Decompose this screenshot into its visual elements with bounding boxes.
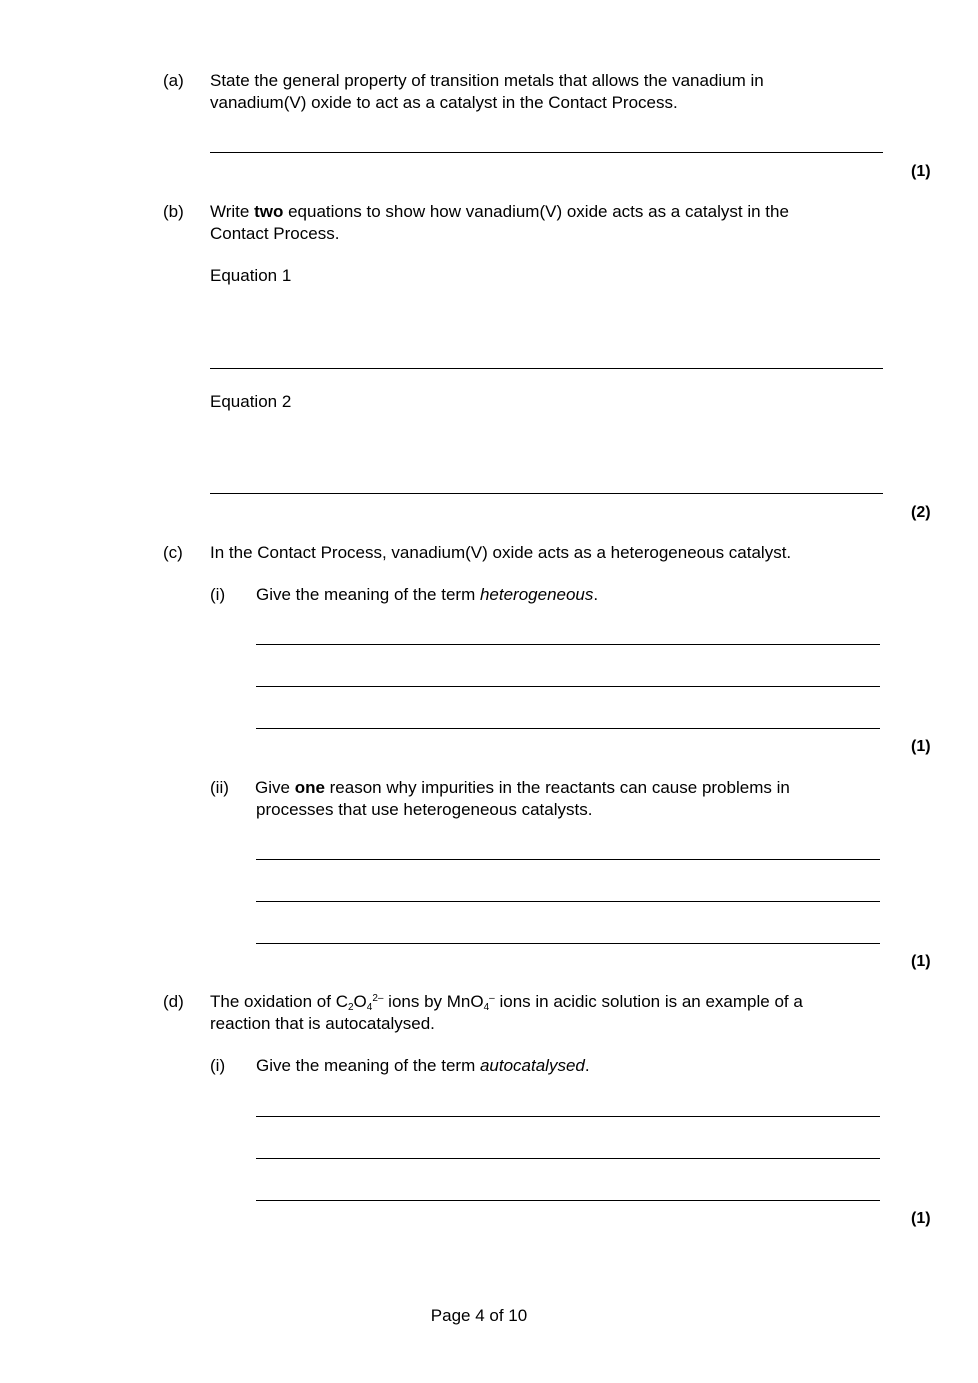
answer-line-d-i-2[interactable] (256, 1158, 880, 1159)
equation-1-label: Equation 1 (210, 266, 292, 285)
answer-line-b-equation2[interactable] (210, 493, 883, 494)
answer-line-d-i-3[interactable] (256, 1200, 880, 1201)
question-a-text-line1: State the general property of transition metals that allows the vanadium in (210, 71, 764, 90)
question-c-ii-label: (ii) (210, 778, 229, 797)
mark-a: (1) (911, 163, 931, 180)
mark-b: (2) (911, 504, 931, 521)
question-d-i-label: (i) (210, 1056, 226, 1075)
answer-line-c-i-2[interactable] (256, 686, 880, 687)
question-c-ii-text-line2: processes that use heterogeneous catalysts. (256, 800, 593, 819)
page-number: Page 4 of 10 (430, 1306, 528, 1325)
question-a-label: (a) (163, 71, 184, 90)
question-d-i-text: Give the meaning of the term autocatalysed. (256, 1056, 590, 1075)
question-c-i-text: Give the meaning of the term heterogeneous. (256, 585, 599, 604)
question-d-text-line2: reaction that is autocatalysed. (210, 1014, 435, 1033)
question-c-label: (c) (163, 543, 183, 562)
answer-line-c-ii-2[interactable] (256, 901, 880, 902)
question-d-label: (d) (163, 992, 184, 1011)
mark-c-ii: (1) (911, 953, 931, 970)
answer-line-d-i-1[interactable] (256, 1116, 880, 1117)
answer-line-a[interactable] (210, 152, 883, 153)
question-b-text-line2: Contact Process. (210, 224, 340, 243)
answer-line-b-equation1[interactable] (210, 368, 883, 369)
answer-line-c-ii-3[interactable] (256, 943, 880, 944)
question-d-text-line1: The oxidation of $C_2O_4^{2-}$ ions by MnO$_4$– ions in acidic solution is an example of a (210, 992, 803, 1013)
question-b-text-line1: Write two equations to show how vanadium(V) oxide acts as a catalyst in the (210, 202, 789, 221)
answer-line-c-i-3[interactable] (256, 728, 880, 729)
question-a-text-line2: vanadium(V) oxide to act as a catalyst in the Contact Process. (210, 93, 678, 112)
question-c-i-label: (i) (210, 585, 226, 604)
question-c-ii-text-line1: Give one reason why impurities in the reactants can cause problems in (255, 778, 790, 797)
answer-line-c-i-1[interactable] (256, 644, 880, 645)
equation-2-label: Equation 2 (210, 392, 292, 411)
mark-d-i: (1) (911, 1210, 931, 1227)
answer-line-c-ii-1[interactable] (256, 859, 880, 860)
mark-c-i: (1) (911, 738, 931, 755)
question-b-label: (b) (163, 202, 184, 221)
question-c-text: In the Contact Process, vanadium(V) oxide acts as a heterogeneous catalyst. (210, 543, 792, 562)
